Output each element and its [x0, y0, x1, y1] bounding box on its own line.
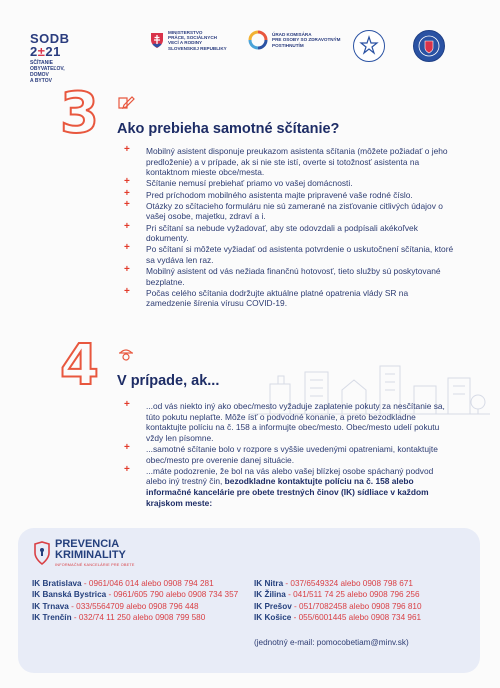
ministry-logo	[150, 30, 227, 51]
contact-row: IK Banská Bystrica - 0961/605 790 alebo 0908 734 357	[32, 590, 239, 600]
pencil-paper-icon	[117, 94, 135, 110]
list-item: + Mobilný asistent od vás nežiada finančnú hotovosť, tieto služby sú poskytované bezplatne.	[124, 266, 454, 287]
prevencia-subtitle: INFORMAČNÉ KANCELÁRIE PRE OBETE	[55, 563, 135, 567]
sodb-line1: SODB	[30, 31, 70, 46]
university-seal-icon	[413, 30, 445, 62]
prevencia-title: PREVENCIA KRIMINALITY	[55, 538, 126, 561]
list-item: + Otázky zo sčítacieho formuláru nie sú zamerané na zisťovanie citlivých údajov o vašej osobe, majetku, zdraví a i.	[124, 201, 454, 222]
prevencia-keyhole-icon	[34, 541, 50, 565]
prevencia-box	[18, 528, 480, 673]
list-item: + Pred príchodom mobilného asistenta majte pripravené vaše rodné číslo.	[124, 190, 454, 201]
email-link[interactable]: (jednotný e-mail: pomocobetiam@minv.sk)	[254, 638, 409, 647]
sodb-line2: 2±21	[30, 44, 61, 59]
list-item: + Po sčítaní si môžete vyžiadať od asistenta potvrdenie o uskutočnení sčítania, ktoré sa vydáva len raz.	[124, 244, 454, 265]
list-item: + Počas celého sčítania dodržujte aktuálne platné opatrenia vlády SR na zamedzenie šírenia vírusu COVID-19.	[124, 288, 454, 309]
slovak-coat-of-arms-icon	[150, 32, 164, 49]
list-item: + Pri sčítaní sa nebude vyžadovať, aby ste odovzdali a podpísali akékoľvek dokumenty.	[124, 223, 454, 244]
list-item: + ...máte podozrenie, že bol na vás alebo vašej blízkej osobe spáchaný podvod alebo iný trestný čin, bezodkladne kontaktujte políciu na č. 158 alebo informačné kancelárie pre obete trestných činov (IK) sídliace v každom krajskom meste:	[124, 466, 454, 508]
contact-row: IK Košice - 055/6001445 alebo 0908 734 961	[254, 613, 422, 623]
section4-title: V prípade, ak...	[117, 373, 220, 389]
section4-number: 4	[60, 333, 99, 398]
list-item: + Mobilný asistent disponuje preukazom asistenta sčítania (môžete požiadať o jeho predloženie) a v prípade, ak si nie ste istí, overte si totožnosť asistenta na kontaktnom mieste obce/mesta.	[124, 146, 454, 178]
contact-row: IK Žilina - 041/511 74 25 alebo 0908 796 256	[254, 590, 420, 600]
section3-title: Ako prebieha samotné sčítanie?	[117, 121, 340, 137]
contact-row: IK Bratislava - 0961/046 014 alebo 0908 794 281	[32, 579, 214, 588]
ministry-text: MINISTERSTVO PRÁCE, SOCIÁLNYCH VECÍ A RODINY SLOVENSKEJ REPUBLIKY	[168, 30, 227, 51]
contact-row: IK Nitra - 037/6549324 alebo 0908 798 671	[254, 579, 413, 588]
detective-icon	[117, 346, 135, 362]
section3-list	[124, 146, 454, 310]
police-emblem-icon	[353, 30, 385, 62]
urad-ring-icon	[248, 30, 268, 50]
contacts-right	[254, 578, 422, 624]
contact-row: IK Trenčín - 032/74 11 250 alebo 0908 799 580	[32, 613, 206, 623]
list-item: + Sčítanie nemusí prebiehať priamo vo vašej domácnosti.	[124, 178, 454, 189]
list-item: + ...samotné sčítanie bolo v rozpore s vyššie uvedenými opatreniami, kontaktujte obec/mesto pre overenie danej situácie.	[124, 444, 454, 465]
sodb-subtitle: SČÍTANIE OBYVATEĽOV, DOMOV A BYTOV	[30, 60, 65, 84]
urad-text: ÚRAD KOMISÁRA PRE OSOBY SO ZDRAVOTNÝM POSTIHNUTÍM	[272, 32, 341, 48]
sodb-logo	[30, 32, 72, 84]
urad-logo	[248, 30, 341, 50]
contacts-left	[32, 578, 238, 624]
contact-row: IK Trnava - 033/5564709 alebo 0908 796 448	[32, 601, 199, 611]
list-item: + ...od vás niekto iný ako obec/mesto vyžaduje zaplatenie pokuty za nesčítanie sa, túto pokutu neplaťte. Môže ísť o podvodné konanie, a preto bezodkladne kontaktujte políciu na č. 158 a informujte obec/mesto. Obec/mesto udelí pokutu vždy len písomne.	[124, 401, 454, 443]
section4-list	[124, 401, 454, 509]
section3-number: 3	[60, 81, 99, 146]
contact-row: IK Prešov - 051/7082458 alebo 0908 796 810	[254, 601, 422, 611]
